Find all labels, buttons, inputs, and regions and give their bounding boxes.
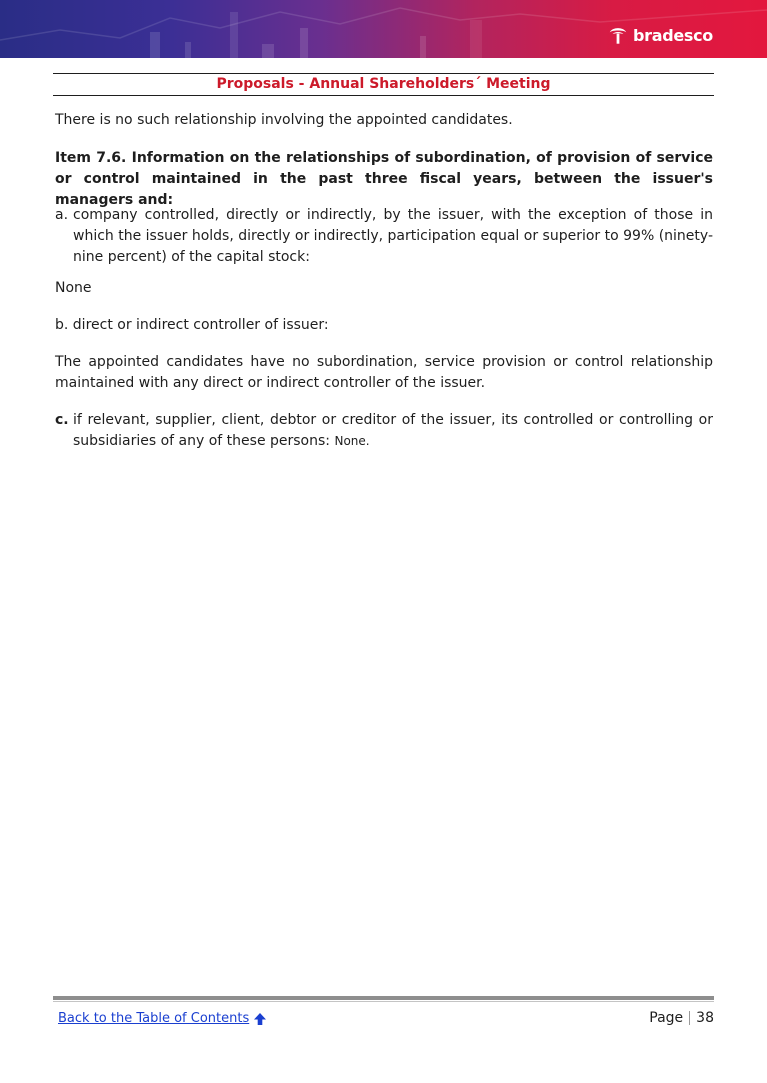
header-banner (0, 0, 767, 58)
list-item-text (73, 410, 713, 452)
item-heading: Item 7.6. Information on the relationships of subordination, of provision of service or control maintained in the past three fiscal years, between the issuer's managers and: (55, 150, 713, 208)
answer-b: The appointed candidates have no subordination, service provision or control relationship maintained with any direct or indirect controller of the issuer. (55, 354, 713, 391)
bradesco-tree-icon (607, 24, 629, 46)
back-link-label: Back to the Table of Contents (58, 1011, 250, 1026)
page-separator (689, 1011, 690, 1025)
answer-a: None (55, 280, 92, 296)
list-item-text: company controlled, directly or indirectly, by the issuer, with the exception of those in which the issuer holds, directly or indirectly, participation equal or superior to 99% (ninety-nine percent) of the capital stock: (73, 207, 713, 265)
intro-paragraph: There is no such relationship involving the appointed candidates. (55, 112, 513, 128)
list-marker: a. (55, 207, 69, 223)
list-item-a (55, 205, 713, 268)
arrow-up-icon (253, 1012, 267, 1026)
footer-rule (53, 996, 714, 1000)
footer-rule (53, 1001, 714, 1002)
page-label: Page (649, 1010, 684, 1026)
bradesco-logo (607, 22, 713, 48)
list-item-c (55, 410, 713, 452)
brand-name: bradesco (632, 25, 713, 45)
list-marker: c. (55, 412, 69, 428)
title-rule (53, 95, 714, 96)
list-item-c-text: if relevant, supplier, client, debtor or creditor of the issuer, its controlled or controlling or subsidiaries of any of these persons: (73, 412, 713, 449)
document-title: Proposals - Annual Shareholders´ Meeting (216, 76, 551, 92)
page-number: 38 (696, 1010, 714, 1026)
back-to-toc-link[interactable] (58, 1011, 267, 1026)
answer-c: None. (334, 434, 370, 448)
page-indicator (649, 1010, 714, 1026)
list-item-b: b. direct or indirect controller of issuer: (55, 317, 329, 333)
title-rule (53, 73, 714, 74)
